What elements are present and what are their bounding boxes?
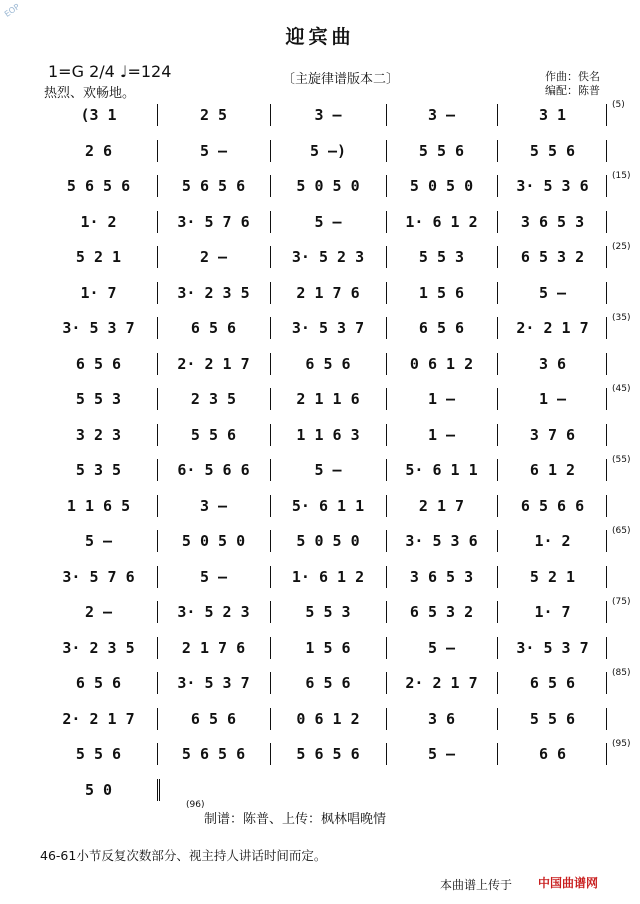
barline bbox=[270, 282, 271, 304]
score-row bbox=[0, 242, 640, 272]
score-row bbox=[0, 739, 640, 769]
measure: 1· 7 bbox=[534, 603, 571, 621]
measure: 1· 7 bbox=[80, 283, 117, 302]
barline bbox=[270, 637, 271, 659]
measure: 6 5 6 bbox=[418, 319, 465, 337]
measure: 1 1 6 3 bbox=[296, 425, 360, 444]
barline bbox=[157, 530, 158, 552]
measure: 1 5 6 bbox=[305, 638, 351, 657]
score-row bbox=[0, 171, 640, 201]
barline bbox=[386, 495, 387, 517]
measure: 5 6 5 6 bbox=[181, 177, 246, 195]
measure-number: (35) bbox=[612, 313, 631, 323]
measure: 3· 2 3 5 bbox=[177, 283, 250, 302]
measure: 2 1 7 6 bbox=[181, 638, 246, 657]
barline bbox=[386, 353, 387, 375]
measure: 5 — bbox=[84, 532, 113, 550]
measure: 6 5 6 bbox=[529, 674, 576, 692]
barline bbox=[386, 601, 387, 623]
end-measure-number: (96) bbox=[186, 800, 205, 810]
score-row bbox=[0, 526, 640, 556]
barline bbox=[157, 637, 158, 659]
barline bbox=[386, 211, 387, 233]
score-row bbox=[0, 597, 640, 627]
measure: 6 5 3 2 bbox=[520, 248, 585, 266]
barline bbox=[606, 211, 609, 233]
measure: 0 6 1 2 bbox=[409, 354, 474, 373]
measure: 2· 2 1 7 bbox=[405, 674, 478, 692]
measure: 5 5 6 bbox=[529, 709, 576, 728]
measure: 5 5 3 bbox=[75, 390, 122, 408]
measure: 5 5 6 bbox=[75, 745, 122, 763]
measure: 5 2 1 bbox=[75, 248, 122, 266]
measure: 6 5 6 bbox=[75, 354, 122, 373]
score-row bbox=[0, 704, 640, 734]
measure: 3· 5 3 6 bbox=[516, 177, 589, 195]
measure: 6 5 6 bbox=[75, 674, 122, 692]
measure: 3· 5 2 3 bbox=[291, 248, 365, 266]
barline bbox=[157, 495, 158, 517]
measure: 5 0 5 0 bbox=[181, 532, 246, 550]
barline bbox=[270, 104, 271, 126]
measure: 5 5 3 bbox=[305, 603, 351, 621]
barline bbox=[497, 282, 498, 304]
barline bbox=[497, 353, 498, 375]
measure: 3 6 5 3 bbox=[520, 212, 585, 231]
barline bbox=[270, 388, 271, 410]
measure: 2· 2 1 7 bbox=[62, 709, 135, 728]
barline bbox=[497, 566, 498, 588]
measure: 3 — bbox=[314, 106, 342, 124]
tempo: ♩=124 bbox=[119, 62, 172, 81]
measure: 3· 5 3 7 bbox=[516, 638, 589, 657]
barline bbox=[497, 140, 498, 162]
measure: 3 6 bbox=[427, 709, 456, 728]
subtitle: 〔主旋律谱版本二〕 bbox=[282, 72, 400, 87]
measure: 2· 2 1 7 bbox=[177, 354, 250, 373]
measure: 2 1 7 bbox=[418, 496, 465, 515]
score-row bbox=[0, 278, 640, 308]
measure: 3 6 bbox=[538, 354, 567, 373]
measure: 2 3 5 bbox=[190, 390, 237, 408]
measure: 6· 5 6 6 bbox=[177, 461, 250, 479]
score-row bbox=[0, 420, 640, 450]
barline bbox=[270, 140, 271, 162]
barline bbox=[270, 353, 271, 375]
barline bbox=[497, 672, 498, 694]
measure: 5 0 5 0 bbox=[296, 177, 360, 195]
measure: 5 6 5 6 bbox=[296, 745, 360, 763]
barline bbox=[606, 530, 609, 552]
measure-number: (45) bbox=[612, 384, 631, 394]
score-row bbox=[0, 562, 640, 592]
measure: 5 — bbox=[427, 638, 456, 657]
barline bbox=[386, 246, 387, 268]
measure-number: (15) bbox=[612, 171, 631, 181]
barline bbox=[270, 566, 271, 588]
measure: 5· 6 1 1 bbox=[291, 496, 365, 515]
measure: 1 1 6 5 bbox=[66, 496, 131, 515]
measure: 1 — bbox=[427, 425, 456, 444]
barline bbox=[270, 459, 271, 481]
barline bbox=[157, 708, 158, 730]
measure: 5 — bbox=[427, 745, 456, 763]
barline bbox=[270, 672, 271, 694]
barline bbox=[606, 495, 609, 517]
barline bbox=[606, 566, 609, 588]
measure: 3· 5 7 6 bbox=[177, 212, 250, 231]
measure-number: (65) bbox=[612, 526, 631, 536]
barline bbox=[157, 459, 158, 481]
measure: 3 — bbox=[199, 496, 228, 515]
barline bbox=[497, 459, 498, 481]
measure-number: (5) bbox=[612, 100, 625, 110]
barline bbox=[386, 388, 387, 410]
barline bbox=[157, 140, 158, 162]
barline bbox=[386, 530, 387, 552]
barline bbox=[606, 246, 609, 268]
barline bbox=[270, 743, 271, 765]
barline bbox=[386, 175, 387, 197]
barline bbox=[606, 459, 609, 481]
barline bbox=[497, 708, 498, 730]
measure: 5 6 5 6 bbox=[181, 745, 246, 763]
barline bbox=[386, 566, 387, 588]
measure: 3 1 bbox=[538, 106, 567, 124]
measure-number: (85) bbox=[612, 668, 631, 678]
barline bbox=[606, 743, 609, 765]
measure: 5 — bbox=[538, 283, 567, 302]
barline bbox=[270, 530, 271, 552]
barline bbox=[386, 743, 387, 765]
barline bbox=[386, 672, 387, 694]
barline bbox=[606, 424, 609, 446]
score-row bbox=[0, 491, 640, 521]
measure: 1 — bbox=[538, 390, 567, 408]
measure: 5 5 6 bbox=[418, 141, 465, 160]
barline bbox=[606, 601, 609, 623]
measure: 3 — bbox=[427, 106, 456, 124]
measure: 6 5 6 bbox=[190, 709, 237, 728]
measure: 5 — bbox=[199, 141, 228, 160]
barline bbox=[270, 495, 271, 517]
barline bbox=[270, 601, 271, 623]
final-barline bbox=[157, 779, 160, 801]
measure: 6 6 bbox=[538, 745, 567, 763]
measure: 1· 2 bbox=[534, 532, 571, 550]
barline bbox=[497, 530, 498, 552]
barline bbox=[497, 743, 498, 765]
measure: 3 2 3 bbox=[75, 425, 122, 444]
measure: 3 7 6 bbox=[529, 425, 576, 444]
measure: 5 3 5 bbox=[75, 461, 122, 479]
barline bbox=[157, 601, 158, 623]
measure: 2 — bbox=[199, 248, 228, 266]
score-title: 迎宾曲 bbox=[285, 26, 355, 48]
measure: 6 1 2 bbox=[529, 461, 576, 479]
measure: 6 5 6 bbox=[190, 319, 237, 337]
measure-number: (25) bbox=[612, 242, 631, 252]
barline bbox=[157, 282, 158, 304]
score-row bbox=[0, 313, 640, 343]
barline bbox=[386, 317, 387, 339]
measure: 5 5 6 bbox=[190, 425, 237, 444]
barline bbox=[386, 140, 387, 162]
measure: 3· 5 3 7 bbox=[291, 319, 365, 337]
arranger: 编配：陈普 bbox=[545, 84, 600, 97]
barline bbox=[386, 708, 387, 730]
measure: 6 5 6 bbox=[305, 674, 351, 692]
barline bbox=[606, 104, 609, 126]
composer: 作曲：佚名 bbox=[545, 70, 600, 83]
score-row bbox=[0, 633, 640, 663]
barline bbox=[157, 246, 158, 268]
score-row bbox=[0, 455, 640, 485]
measure: 6 5 3 2 bbox=[409, 603, 474, 621]
barline bbox=[497, 211, 498, 233]
measure-number: (75) bbox=[612, 597, 631, 607]
performance-note: 46-61小节反复次数部分、视主持人讲话时间而定。 bbox=[40, 848, 327, 863]
measure: 2 6 bbox=[84, 141, 113, 160]
footer-text: 本曲谱上传于 bbox=[440, 878, 513, 892]
measure: 6 5 6 6 bbox=[520, 496, 585, 515]
barline bbox=[157, 317, 158, 339]
key: 1=G bbox=[48, 62, 84, 81]
barline bbox=[497, 175, 498, 197]
barline bbox=[386, 637, 387, 659]
measure: 3· 2 3 5 bbox=[62, 638, 135, 657]
barline bbox=[157, 566, 158, 588]
measure: 5 5 6 bbox=[529, 141, 576, 160]
barline bbox=[270, 246, 271, 268]
barline bbox=[270, 708, 271, 730]
measure: 1· 6 1 2 bbox=[291, 567, 365, 586]
barline bbox=[606, 282, 609, 304]
score-row bbox=[0, 668, 640, 698]
measure: 5 0 5 0 bbox=[409, 177, 474, 195]
measure: 5 2 1 bbox=[529, 567, 576, 586]
footer-logo: 中国曲谱网 bbox=[538, 876, 599, 890]
measure: 2 5 bbox=[199, 106, 228, 124]
measure: (3 1 bbox=[80, 106, 117, 124]
measure-number: (55) bbox=[612, 455, 631, 465]
barline bbox=[157, 353, 158, 375]
barline bbox=[386, 104, 387, 126]
barline bbox=[157, 211, 158, 233]
barline bbox=[270, 317, 271, 339]
measure: 1· 6 1 2 bbox=[405, 212, 478, 231]
watermark: EOP bbox=[2, 2, 22, 19]
measure: 5· 6 1 1 bbox=[405, 461, 478, 479]
barline bbox=[157, 104, 158, 126]
barline bbox=[497, 317, 498, 339]
measure: 5 6 5 6 bbox=[66, 177, 131, 195]
measure: 3· 5 7 6 bbox=[62, 567, 135, 586]
barline bbox=[606, 175, 609, 197]
score-row bbox=[0, 775, 640, 805]
measure: 5 —) bbox=[309, 141, 347, 160]
barline bbox=[606, 637, 609, 659]
measure: 5 0 bbox=[84, 780, 113, 799]
measure: 3· 5 2 3 bbox=[177, 603, 250, 621]
barline bbox=[270, 175, 271, 197]
score-row bbox=[0, 384, 640, 414]
barline bbox=[270, 211, 271, 233]
measure: 3 6 5 3 bbox=[409, 567, 474, 586]
score-row bbox=[0, 136, 640, 166]
barline bbox=[157, 175, 158, 197]
measure-number: (95) bbox=[612, 739, 631, 749]
measure: 5 — bbox=[199, 567, 228, 586]
barline bbox=[497, 246, 498, 268]
credit-line: 制谱：陈普、上传：枫林唱晚情 bbox=[204, 812, 387, 827]
measure: 3· 5 3 7 bbox=[62, 319, 135, 337]
score-row bbox=[0, 349, 640, 379]
score-row bbox=[0, 207, 640, 237]
measure: 5 5 3 bbox=[418, 248, 465, 266]
barline bbox=[497, 424, 498, 446]
measure: 3· 5 3 6 bbox=[405, 532, 478, 550]
measure: 1 — bbox=[427, 390, 456, 408]
time-signature: 2/4 bbox=[89, 62, 115, 81]
barline bbox=[497, 637, 498, 659]
barline bbox=[497, 104, 498, 126]
measure: 5 — bbox=[314, 212, 342, 231]
barline bbox=[497, 601, 498, 623]
measure: 1 5 6 bbox=[418, 283, 465, 302]
measure: 5 0 5 0 bbox=[296, 532, 360, 550]
barline bbox=[157, 424, 158, 446]
barline bbox=[270, 424, 271, 446]
measure: 5 — bbox=[314, 461, 342, 479]
measure: 6 5 6 bbox=[305, 354, 351, 373]
measure: 3· 5 3 7 bbox=[177, 674, 250, 692]
measure: 2 1 1 6 bbox=[296, 390, 360, 408]
barline bbox=[606, 317, 609, 339]
barline bbox=[386, 459, 387, 481]
score-row bbox=[0, 100, 640, 130]
measure: 1· 2 bbox=[80, 212, 117, 231]
barline bbox=[606, 708, 609, 730]
barline bbox=[157, 743, 158, 765]
measure: 2· 2 1 7 bbox=[516, 319, 589, 337]
barline bbox=[157, 672, 158, 694]
barline bbox=[157, 388, 158, 410]
mood-marking: 热烈、欢畅地。 bbox=[44, 86, 136, 101]
barline bbox=[606, 140, 609, 162]
barline bbox=[606, 672, 609, 694]
barline bbox=[606, 388, 609, 410]
measure: 2 — bbox=[84, 603, 113, 621]
barline bbox=[497, 388, 498, 410]
barline bbox=[497, 495, 498, 517]
measure: 2 1 7 6 bbox=[296, 283, 360, 302]
barline bbox=[386, 424, 387, 446]
barline bbox=[606, 353, 609, 375]
measure: 0 6 1 2 bbox=[296, 709, 360, 728]
barline bbox=[386, 282, 387, 304]
